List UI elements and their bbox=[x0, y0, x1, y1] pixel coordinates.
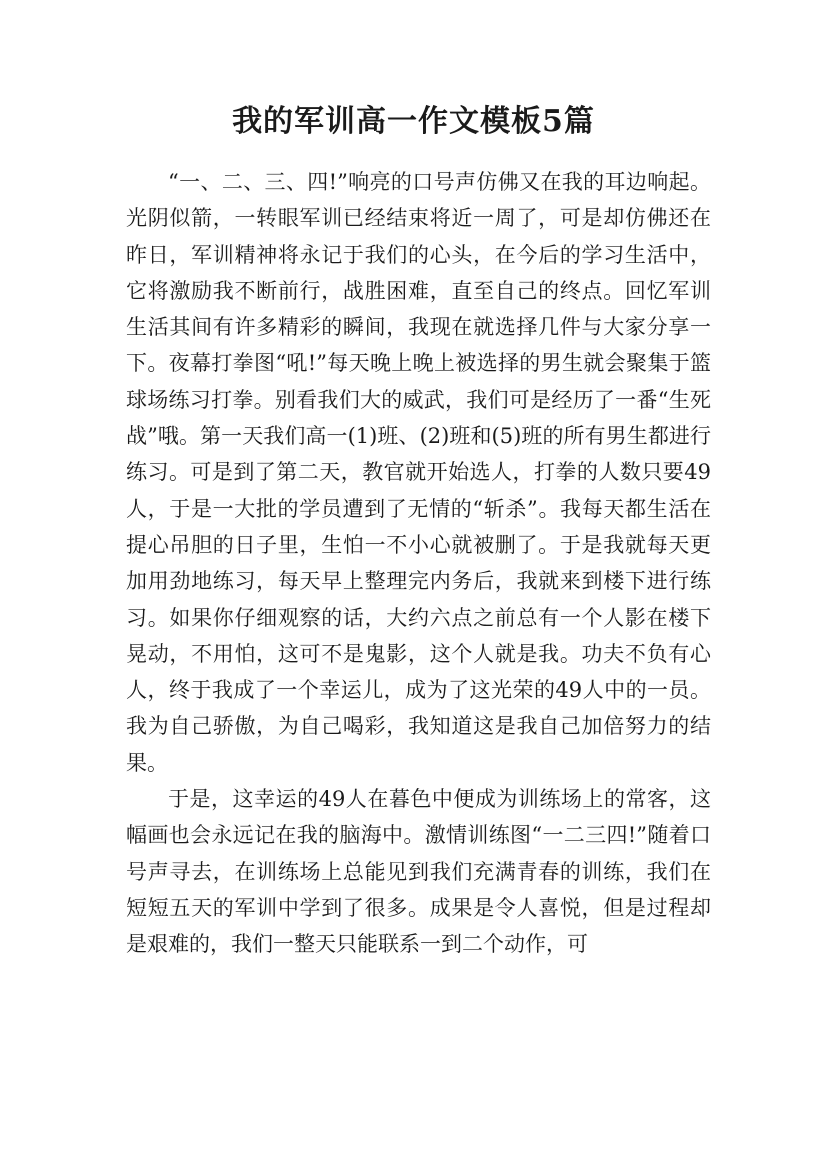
document-body bbox=[126, 164, 711, 963]
document-title: 我的军训高一作文模板5篇 bbox=[232, 104, 595, 139]
body-paragraph-1: “一、二、三、四!”响亮的口号声仿佛又在我的耳边响起。光阴似箭，一转眼军训已经结束将近一周了，可是却仿佛还在昨日，军训精神将永记于我们的心头，在今后的学习生活中，它将激励我不断前行，战胜困难，直至自己的终点。回忆军训生活其间有许多精彩的瞬间，我现在就选择几件与大家分享一下。夜幕打拳图“吼!”每天晚上晚上被选择的男生就会聚集于篮球场练习打拳。别看我们大的威武，我们可是经历了一番“生死战”哦。第一天我们高一(1)班、(2)班和(5)班的所有男生都进行练习。可是到了第二天，教官就开始选人，打拳的人数只要49人，于是一大批的学员遭到了无情的“斩杀”。我每天都生活在提心吊胆的日子里，生怕一不小心就被删了。于是我就每天更加用劲地练习，每天早上整理完内务后，我就来到楼下进行练习。如果你仔细观察的话，大约六点之前总有一个人影在楼下晃动，不用怕，这可不是鬼影，这个人就是我。功夫不负有心人，终于我成了一个幸运儿，成为了这光荣的49人中的一员。我为自己骄傲，为自己喝彩，我知道这是我自己加倍努力的结果。 bbox=[126, 170, 711, 775]
body-paragraph-2: 于是，这幸运的49人在暮色中便成为训练场上的常客，这幅画也会永远记在我的脑海中。激情训练图“一二三四!”随着口号声寻去，在训练场上总能见到我们充满青春的训练，我们在短短五天的军训中学到了很多。成果是令人喜悦，但是过程却是艰难的，我们一整天只能联系一到二个动作，可 bbox=[126, 787, 711, 957]
